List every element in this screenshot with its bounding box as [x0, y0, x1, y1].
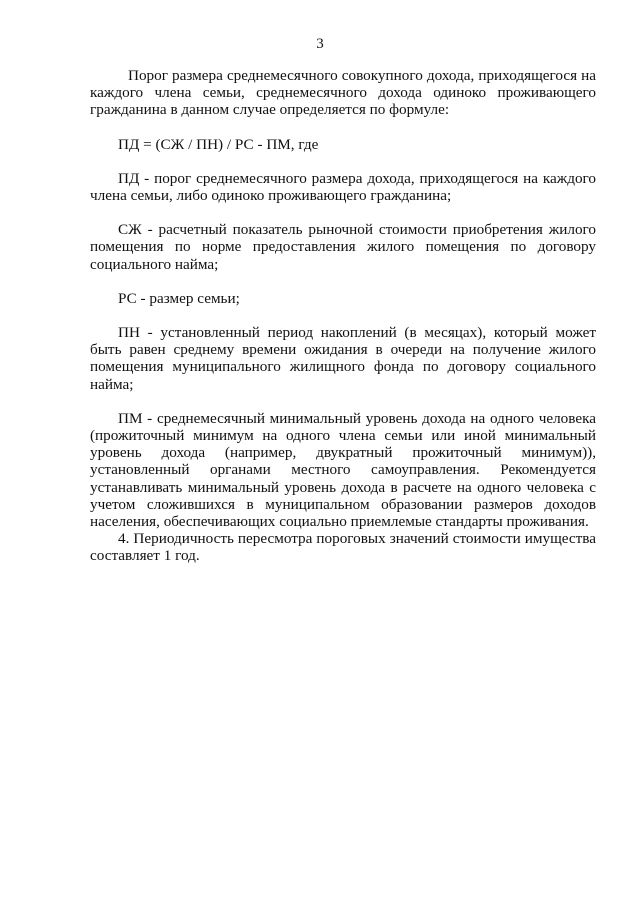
- page-number: 3: [316, 36, 324, 52]
- formula: ПД = (СЖ / ПН) / РС - ПМ, где: [118, 135, 319, 153]
- definition-pm: ПМ - среднемесячный минимальный уровень дохода на одного человека (прожиточный минимум на одного члена семьи или иной минимальный уровень дохода (например, двукратный прожиточный минимум)), установленный органами местного самоуправления. Рекомендуется устанавливать минимальный уровень дохода в расчете на одного человека с учетом сложившихся в муниципальном образовании размеров доходов населения, обеспечивающих социально приемлемые стандарты проживания.: [90, 409, 596, 531]
- definition-pd: ПД - порог среднемесячного размера дохода, приходящегося на каждого члена семьи, либо одиноко проживающего гражданина;: [90, 169, 596, 205]
- paragraph-threshold-intro: Порог размера среднемесячного совокупного дохода, приходящегося на каждого члена семьи, среднемесячного дохода одиноко проживающего гражданина в данном случае определяется по формуле:: [90, 67, 596, 119]
- paragraph-review-period: 4. Периодичность пересмотра пороговых значений стоимости имущества составляет 1 год.: [90, 530, 596, 565]
- document-body: [90, 67, 596, 565]
- definition-pn: ПН - установленный период накоплений (в месяцах), который может быть равен среднему времени ожидания в очереди на получение жилого помещения муниципального жилищного фонда по договору социального найма;: [90, 324, 596, 393]
- definition-szh: СЖ - расчетный показатель рыночной стоимости приобретения жилого помещения по норме предоставления жилого помещения по договору социального найма;: [90, 221, 596, 273]
- definition-rs: РС - размер семьи;: [118, 289, 240, 307]
